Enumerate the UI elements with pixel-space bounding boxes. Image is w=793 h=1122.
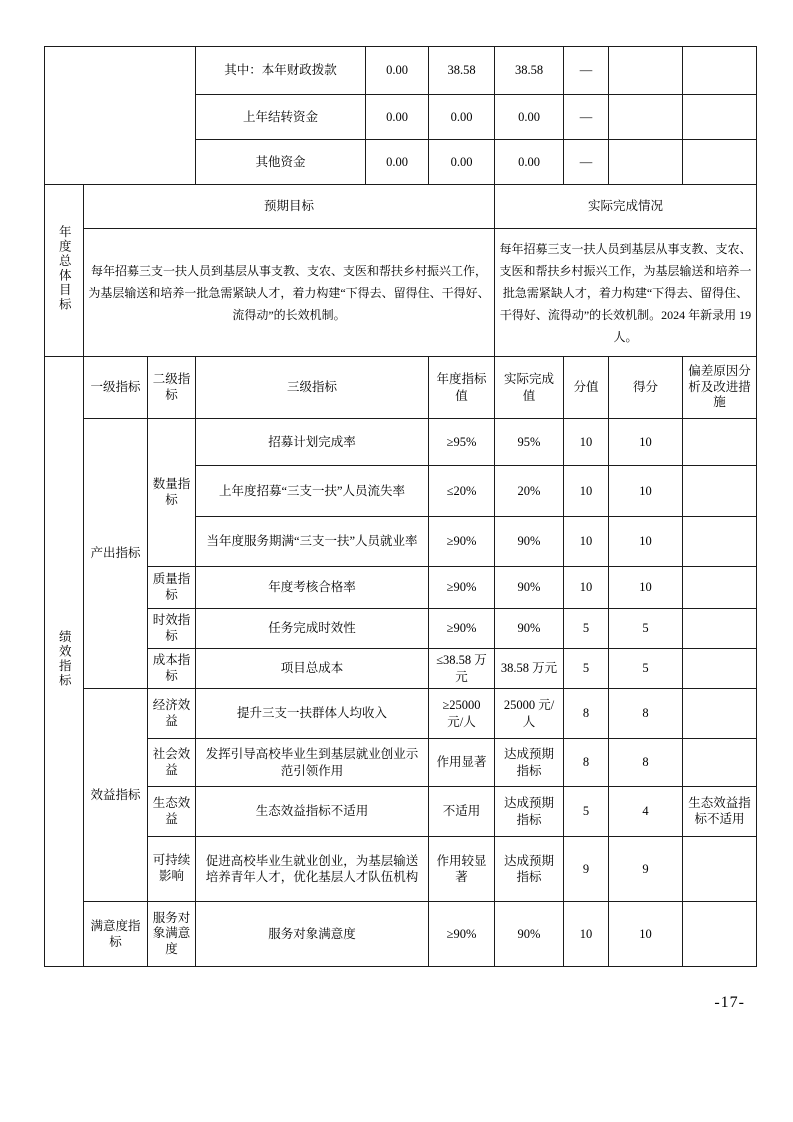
actual-cell: 90%: [495, 609, 564, 649]
score-cell: 10: [564, 517, 609, 567]
target-cell: 不适用: [429, 787, 495, 837]
actual-cell: 达成预期指标: [495, 837, 564, 902]
actual-cell: 20%: [495, 466, 564, 517]
indicator-row: [45, 419, 757, 466]
points-cell: 10: [609, 517, 683, 567]
level3-cell: 任务完成时效性: [196, 609, 429, 649]
header-score: 分值: [564, 357, 609, 419]
deviation-cell: [683, 689, 757, 739]
score-cell: 10: [564, 902, 609, 967]
performance-evaluation-table: [44, 46, 757, 967]
actual-cell: 达成预期指标: [495, 787, 564, 837]
funding-row-label: 其他资金: [196, 140, 366, 185]
funding-row-label: 上年结转资金: [196, 95, 366, 140]
deviation-cell: [683, 739, 757, 787]
target-cell: ≥90%: [429, 517, 495, 567]
target-cell: ≥95%: [429, 419, 495, 466]
points-cell: 8: [609, 739, 683, 787]
funding-empty-cell: [683, 140, 757, 185]
indicator-row: [45, 609, 757, 649]
funding-empty-cell: [683, 47, 757, 95]
score-cell: 5: [564, 787, 609, 837]
header-actual: 实际完成值: [495, 357, 564, 419]
funding-value-cell: 0.00: [495, 95, 564, 140]
header-target: 年度指标值: [429, 357, 495, 419]
indicator-row: [45, 649, 757, 689]
annual-goal-header-row: [45, 185, 757, 229]
indicator-row: [45, 739, 757, 787]
funding-row: [45, 47, 757, 95]
level3-cell: 上年度招募“三支一扶”人员流失率: [196, 466, 429, 517]
funding-value-cell: 38.58: [495, 47, 564, 95]
deviation-cell: [683, 837, 757, 902]
indicator-row: [45, 902, 757, 967]
funding-value-cell: 0.00: [429, 95, 495, 140]
level3-cell: 招募计划完成率: [196, 419, 429, 466]
annual-goal-vertical-label: 年度总体目标: [57, 224, 72, 312]
funding-empty-cell: [609, 140, 683, 185]
points-cell: 8: [609, 689, 683, 739]
actual-cell: 90%: [495, 902, 564, 967]
target-cell: ≥90%: [429, 567, 495, 609]
deviation-cell: [683, 609, 757, 649]
header-level3: 三级指标: [196, 357, 429, 419]
target-cell: ≥25000 元/人: [429, 689, 495, 739]
funding-value-cell: 38.58: [429, 47, 495, 95]
level1-cell: 满意度指标: [84, 902, 148, 967]
header-level2: 二级指标: [148, 357, 196, 419]
points-cell: 10: [609, 419, 683, 466]
annual-goal-content-row: [45, 229, 757, 357]
level2-cell: 服务对象满意度: [148, 902, 196, 967]
level3-cell: 促进高校毕业生就业创业，为基层输送培养青年人才，优化基层人才队伍机构: [196, 837, 429, 902]
level1-cell: 产出指标: [84, 419, 148, 689]
target-cell: 作用较显著: [429, 837, 495, 902]
deviation-cell: [683, 419, 757, 466]
points-cell: 9: [609, 837, 683, 902]
actual-cell: 25000 元/人: [495, 689, 564, 739]
score-cell: 5: [564, 609, 609, 649]
actual-cell: 95%: [495, 419, 564, 466]
funding-empty-cell: [683, 95, 757, 140]
funding-value-cell: 0.00: [366, 95, 429, 140]
level3-cell: 年度考核合格率: [196, 567, 429, 609]
indicator-row: [45, 837, 757, 902]
funding-row-label: 其中：本年财政拨款: [196, 47, 366, 95]
level3-cell: 当年度服务期满“三支一扶”人员就业率: [196, 517, 429, 567]
deviation-cell: [683, 902, 757, 967]
points-cell: 10: [609, 466, 683, 517]
points-cell: 5: [609, 649, 683, 689]
score-cell: 8: [564, 739, 609, 787]
expected-goal-header: 预期目标: [84, 185, 495, 229]
deviation-cell: [683, 649, 757, 689]
score-cell: 10: [564, 567, 609, 609]
target-cell: ≤38.58 万元: [429, 649, 495, 689]
funding-value-cell: —: [564, 95, 609, 140]
actual-completion-header: 实际完成情况: [495, 185, 757, 229]
performance-indicator-vertical-label: 绩效指标: [57, 630, 72, 689]
target-cell: ≥90%: [429, 609, 495, 649]
level2-cell: 生态效益: [148, 787, 196, 837]
level2-cell: 社会效益: [148, 739, 196, 787]
funding-empty-cell: [609, 47, 683, 95]
performance-indicator-row-label: [45, 357, 84, 967]
funding-value-cell: 0.00: [366, 47, 429, 95]
deviation-cell: 生态效益指标不适用: [683, 787, 757, 837]
funding-value-cell: —: [564, 140, 609, 185]
level2-cell: 质量指标: [148, 567, 196, 609]
funding-empty-cell: [609, 95, 683, 140]
indicator-row: [45, 567, 757, 609]
points-cell: 4: [609, 787, 683, 837]
score-cell: 10: [564, 466, 609, 517]
deviation-cell: [683, 517, 757, 567]
points-cell: 5: [609, 609, 683, 649]
level3-cell: 项目总成本: [196, 649, 429, 689]
header-deviation: 偏差原因分析及改进措施: [683, 357, 757, 419]
page-number: -17-: [714, 994, 745, 1011]
indicator-row: [45, 787, 757, 837]
funding-value-cell: 0.00: [495, 140, 564, 185]
actual-cell: 90%: [495, 517, 564, 567]
level3-cell: 提升三支一扶群体人均收入: [196, 689, 429, 739]
funding-value-cell: 0.00: [429, 140, 495, 185]
deviation-cell: [683, 567, 757, 609]
level3-cell: 发挥引导高校毕业生到基层就业创业示范引领作用: [196, 739, 429, 787]
indicator-header-row: [45, 357, 757, 419]
level2-cell: 成本指标: [148, 649, 196, 689]
score-cell: 9: [564, 837, 609, 902]
expected-goal-text: 每年招募三支一扶人员到基层从事支教、支农、支医和帮扶乡村振兴工作，为基层输送和培养一批急需紧缺人才，着力构建“下得去、留得住、干得好、流得动”的长效机制。: [84, 229, 495, 357]
funding-value-cell: —: [564, 47, 609, 95]
funding-left-empty-cell: [45, 47, 196, 185]
target-cell: 作用显著: [429, 739, 495, 787]
level3-cell: 生态效益指标不适用: [196, 787, 429, 837]
level2-cell: 可持续影响: [148, 837, 196, 902]
actual-completion-text: 每年招募三支一扶人员到基层从事支教、支农、支医和帮扶乡村振兴工作，为基层输送和培养一批急需紧缺人才，着力构建“下得去、留得住、干得好、流得动”的长效机制。2024 年新录用 19 人。: [495, 229, 757, 357]
funding-value-cell: 0.00: [366, 140, 429, 185]
indicator-row: [45, 689, 757, 739]
actual-cell: 达成预期指标: [495, 739, 564, 787]
score-cell: 5: [564, 649, 609, 689]
level1-cell: 效益指标: [84, 689, 148, 902]
header-level1: 一级指标: [84, 357, 148, 419]
annual-goal-row-label: [45, 185, 84, 357]
level2-cell: 时效指标: [148, 609, 196, 649]
level2-cell: 数量指标: [148, 419, 196, 567]
header-points: 得分: [609, 357, 683, 419]
points-cell: 10: [609, 567, 683, 609]
score-cell: 8: [564, 689, 609, 739]
actual-cell: 90%: [495, 567, 564, 609]
target-cell: ≤20%: [429, 466, 495, 517]
level2-cell: 经济效益: [148, 689, 196, 739]
level3-cell: 服务对象满意度: [196, 902, 429, 967]
target-cell: ≥90%: [429, 902, 495, 967]
points-cell: 10: [609, 902, 683, 967]
actual-cell: 38.58 万元: [495, 649, 564, 689]
deviation-cell: [683, 466, 757, 517]
score-cell: 10: [564, 419, 609, 466]
